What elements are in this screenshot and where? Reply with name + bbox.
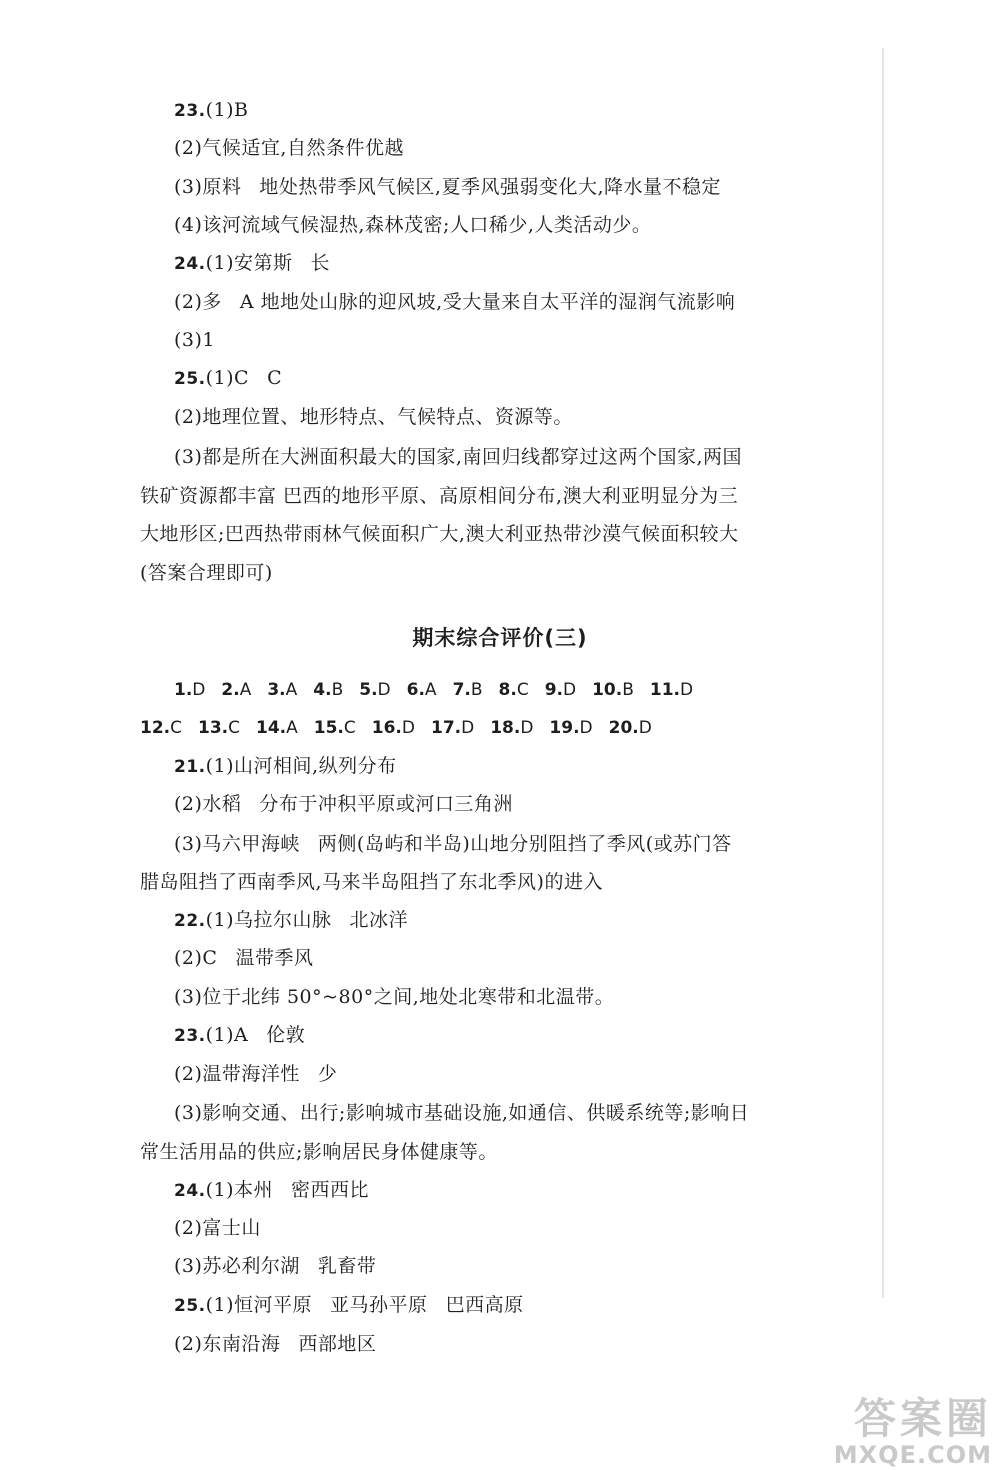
mc-choice: C (228, 718, 240, 738)
p2-q24-answer-1: 24.(1)本州 密西西比 (174, 1179, 370, 1201)
mc-answer (545, 678, 576, 702)
mc-answer (431, 716, 474, 740)
mc-choice: D (563, 680, 577, 700)
mc-question-number: 4. (313, 680, 332, 700)
mc-choice: B (622, 680, 634, 700)
mc-answer (453, 678, 483, 702)
mc-choice: D (461, 718, 475, 738)
mc-answers-row-2 (140, 716, 668, 740)
mc-choice: D (638, 718, 652, 738)
p2-q22-answer-3: (3)位于北纬 50°~80°之间,地处北寒带和北温带。 (174, 986, 615, 1008)
mc-question-number: 2. (221, 680, 240, 700)
mc-answer (407, 678, 437, 702)
mc-question-number: 8. (498, 680, 517, 700)
site-watermark (752, 1394, 992, 1469)
mc-choice: C (516, 680, 529, 700)
mc-choice: D (192, 680, 206, 700)
mc-question-number: 5. (359, 680, 378, 700)
p2-q25-answer-1: 25.(1)恒河平原 亚马孙平原 巴西高原 (174, 1294, 524, 1316)
mc-question-number: 18. (490, 718, 521, 738)
mc-choice: D (401, 718, 415, 738)
p2-q24-answer-3: (3)苏必利尔湖 乳畜带 (174, 1255, 377, 1277)
q25-answer-1: 25.(1)C C (174, 367, 283, 389)
section-title: 期末综合评价(三) (412, 626, 588, 650)
mc-question-number: 15. (313, 718, 344, 738)
p2-q23-answer-3-line-2: 常生活用品的供应;影响居民身体健康等。 (140, 1141, 498, 1163)
p2-q21-answer-3-line-1: (3)马六甲海峡 两侧(岛屿和半岛)山地分别阻挡了季风(或苏门答 (174, 833, 732, 855)
mc-choice: C (343, 718, 356, 738)
q24-answer-3: (3)1 (174, 329, 216, 351)
mc-choice: B (331, 680, 344, 700)
mc-question-number: 13. (198, 718, 229, 738)
mc-question-number: 17. (430, 718, 462, 738)
mc-answer (499, 678, 529, 702)
q25-answer-3-line-1: (3)都是所在大洲面积最大的国家,南回归线都穿过这两个国家,两国 (174, 446, 742, 468)
p2-q25-answer-2: (2)东南沿海 西部地区 (174, 1333, 377, 1355)
p2-q21-answer-2: (2)水稻 分布于冲积平原或河口三角洲 (174, 793, 513, 815)
mc-question-number: 14. (256, 718, 287, 738)
q25-answer-3-line-2: 铁矿资源都丰富 巴西的地形平原、高原相间分布,澳大利亚明显分为三 (140, 485, 739, 507)
mc-question-number: 6. (406, 680, 425, 700)
mc-answer (650, 678, 693, 702)
q25-answer-2: (2)地理位置、地形特点、气候特点、资源等。 (174, 406, 573, 428)
watermark-logo-text: 答案圈 (853, 1394, 992, 1443)
mc-answers-row-1 (174, 678, 709, 702)
mc-choice: B (470, 680, 483, 700)
mc-question-number: 9. (544, 680, 563, 700)
page-edge-line (882, 48, 884, 1298)
mc-question-number: 16. (371, 718, 402, 738)
mc-answer (221, 678, 251, 702)
p2-q22-answer-2: (2)C 温带季风 (174, 947, 314, 969)
mc-choice: D (377, 680, 391, 700)
mc-answer (549, 716, 592, 740)
mc-choice: A (424, 680, 437, 700)
q23-answer-1: 23.(1)B (174, 99, 249, 121)
mc-question-number: 3. (267, 680, 286, 700)
watermark-url: MXQE.COM (833, 1441, 992, 1469)
mc-answer (174, 678, 205, 702)
mc-question-number: 10. (592, 680, 623, 700)
mc-answer (314, 716, 356, 740)
mc-answer (198, 716, 240, 740)
mc-choice: D (579, 718, 593, 738)
mc-answer (592, 678, 634, 702)
p2-q23-answer-1: 23.(1)A 伦敦 (174, 1024, 306, 1046)
mc-choice: A (286, 718, 298, 738)
q25-answer-3-line-4: (答案合理即可) (140, 562, 273, 584)
mc-answer (313, 678, 343, 702)
mc-answer (140, 716, 182, 740)
q25-answer-3-line-3: 大地形区;巴西热带雨林气候面积广大,澳大利亚热带沙漠气候面积较大 (140, 523, 739, 545)
mc-choice: A (239, 680, 252, 700)
mc-question-number: 7. (452, 680, 471, 700)
q24-answer-1: 24.(1)安第斯 长 (174, 252, 331, 274)
p2-q22-answer-1: 22.(1)乌拉尔山脉 北冰洋 (174, 909, 409, 931)
mc-answer (359, 678, 390, 702)
mc-answer (267, 678, 297, 702)
p2-q21-answer-1: 21.(1)山河相间,纵列分布 (174, 755, 397, 777)
mc-answer (256, 716, 298, 740)
mc-choice: D (680, 680, 694, 700)
q24-answer-2: (2)多 A 地地处山脉的迎风坡,受大量来自太平洋的湿润气流影响 (174, 291, 736, 313)
mc-choice: A (285, 680, 298, 700)
q23-answer-3: (3)原料 地处热带季风气候区,夏季风强弱变化大,降水量不稳定 (174, 176, 722, 198)
mc-question-number: 20. (608, 718, 639, 738)
mc-question-number: 19. (549, 718, 580, 738)
q23-answer-2: (2)气候适宜,自然条件优越 (174, 137, 404, 159)
mc-answer (490, 716, 533, 740)
mc-choice: D (520, 718, 534, 738)
mc-question-number: 11. (649, 680, 681, 700)
mc-answer (609, 716, 652, 740)
mc-question-number: 1. (174, 680, 193, 700)
mc-answer (372, 716, 415, 740)
p2-q23-answer-2: (2)温带海洋性 少 (174, 1063, 338, 1085)
p2-q24-answer-2: (2)富士山 (174, 1217, 261, 1239)
p2-q21-answer-3-line-2: 腊岛阻挡了西南季风,马来半岛阻挡了东北季风)的进入 (140, 871, 603, 893)
q23-answer-4: (4)该河流域气候湿热,森林茂密;人口稀少,人类活动少。 (174, 214, 652, 236)
mc-question-number: 12. (140, 718, 171, 738)
mc-choice: C (170, 718, 182, 738)
p2-q23-answer-3-line-1: (3)影响交通、出行;影响城市基础设施,如通信、供暖系统等;影响日 (174, 1102, 750, 1124)
